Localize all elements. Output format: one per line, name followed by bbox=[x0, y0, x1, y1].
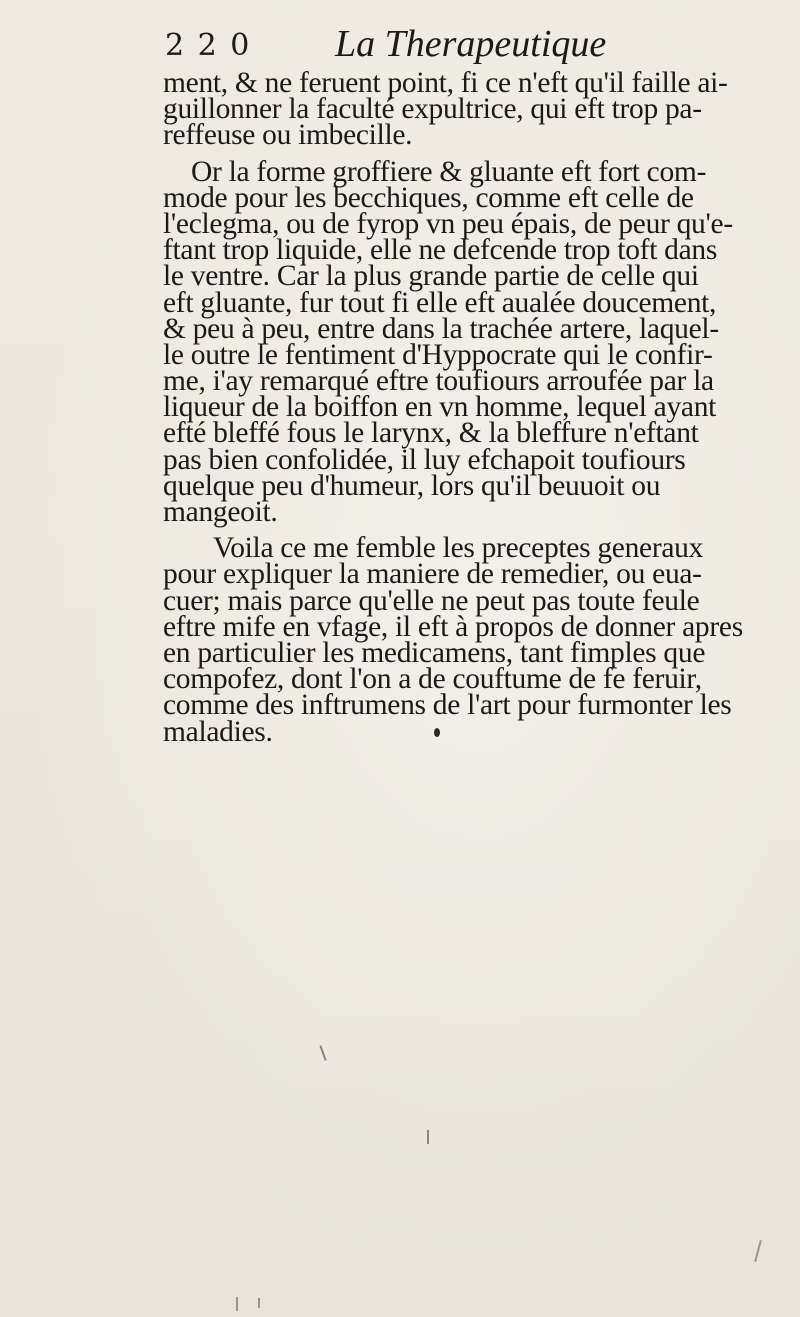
text-line: reffeuse ou imbecille. bbox=[163, 119, 413, 152]
text-line: efté bleffé fous le larynx, & la bleffure n'eftant bbox=[163, 417, 699, 450]
text-line: me, i'ay remarqué eftre toufiours arroufée par la bbox=[163, 365, 714, 398]
paper-fleck bbox=[258, 1298, 260, 1308]
text-line: mode pour les becchiques, comme eft celle de bbox=[163, 181, 694, 214]
text-line: quelque peu d'humeur, lors qu'il beuuoit ou bbox=[163, 469, 661, 502]
text-line: ment, & ne feruent point, fi ce n'eft qu'il faille ai- bbox=[163, 67, 728, 99]
paragraph-start-line: Or la forme groffiere & gluante eft fort com- bbox=[191, 155, 707, 188]
text-line: le ventre. Car la plus grande partie de celle qui bbox=[163, 260, 699, 293]
text-line: maladies. bbox=[163, 715, 273, 748]
text-line: pas bien confolidée, il luy efchapoit toufiours bbox=[163, 443, 686, 476]
ink-spot bbox=[434, 728, 440, 737]
paper-fleck bbox=[427, 1130, 429, 1144]
text-line: le outre le fentiment d'Hyppocrate qui le confir- bbox=[163, 338, 713, 371]
text-line: cuer; mais parce qu'elle ne peut pas toute feule bbox=[163, 584, 700, 617]
running-title: La Therapeutique bbox=[335, 23, 607, 65]
text-line: en particulier les medicamens, tant fimples que bbox=[163, 636, 706, 669]
page-number: 2 2 0 bbox=[165, 28, 252, 63]
paper-fleck bbox=[236, 1297, 238, 1311]
text-line: liqueur de la boiffon en vn homme, lequel ayant bbox=[163, 391, 717, 424]
page-header bbox=[165, 22, 635, 72]
paragraph-start-line: Voila ce me femble les preceptes generaux bbox=[213, 532, 704, 565]
text-line: & peu à peu, entre dans la trachée artere, laquel- bbox=[163, 312, 719, 345]
text-line: comme des inftrumens de l'art pour furmonter les bbox=[163, 689, 732, 722]
body-text bbox=[163, 67, 800, 748]
text-line: eftre mife en vfage, il eft à propos de donner apres bbox=[163, 610, 743, 643]
paper-fleck bbox=[319, 1045, 326, 1061]
text-line: compofez, dont l'on a de couftume de fe feruir, bbox=[163, 663, 702, 696]
text-line: eft gluante, fur tout fi elle eft aualée doucement, bbox=[163, 286, 717, 319]
text-line: ftant trop liquide, elle ne defcende trop toft dans bbox=[163, 234, 718, 267]
text-line: guillonner la faculté expultrice, qui eft trop pa- bbox=[163, 93, 702, 126]
text-line: mangeoit. bbox=[163, 496, 278, 528]
paper-fleck bbox=[754, 1240, 762, 1262]
text-line: l'eclegma, ou de fyrop vn peu épais, de peur qu'e- bbox=[163, 207, 733, 240]
text-line: pour expliquer la maniere de remedier, ou eua- bbox=[163, 558, 702, 591]
